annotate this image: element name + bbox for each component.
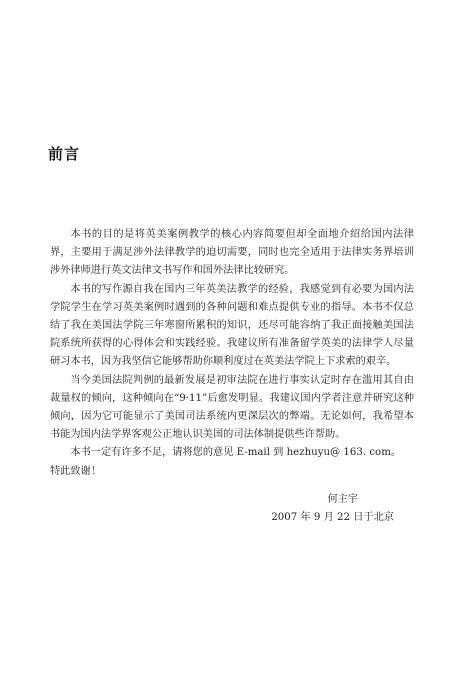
signature-date: 2007 年 9 月 22 日于北京 (271, 512, 394, 523)
signature-block (271, 491, 394, 527)
author-name: 何主宇 (327, 494, 358, 505)
paragraph-trend: 当今美国法院判例的最新发展是初审法院在进行事实认定时存在滥用其自由裁量权的倾向，这种倾向在“9·11”后愈发明显。我建议国内学者注意并研究这种倾向，因为它可能显示了美国司法系统内更深层次的弊端。无论如何，我希望本书能为国内法学界客观公正地认识美国的司法体制提供些许帮助。 (50, 374, 414, 441)
paragraph-origin: 本书的写作源自我在国内三年英美法教学的经验，我感觉到有必要为国内法学院学生在学习英美案例时遇到的各种问题和难点提供专业的指导。本书不仅总结了我在美国法学院三年寒窗所累积的知识，还尽可能容纳了我正面接触美国法院系统所获得的心得体会和实践经验。我建议所有准备留学英美的法律学人尽量研习本书，因为我坚信它能够帮助你顺利度过在英美法学院上下求索的艰辛。 (50, 283, 414, 368)
paragraph-closing: 特此致谢！ (50, 465, 101, 477)
paragraph-feedback: 本书一定有许多不足，请将您的意见 E-mail 到 hezhuyu@ 163. com。 (70, 447, 402, 459)
page-title: 前言 (48, 145, 81, 163)
paragraph-purpose: 本书的目的是将英美案例教学的核心内容简要但却全面地介绍给国内法律界，主要用于满足涉外法律教学的迫切需要，同时也完全适用于法律实务界培训涉外律师进行英文法律文书写作和国外法律比较研究。 (50, 229, 414, 277)
preface-body (50, 226, 414, 481)
